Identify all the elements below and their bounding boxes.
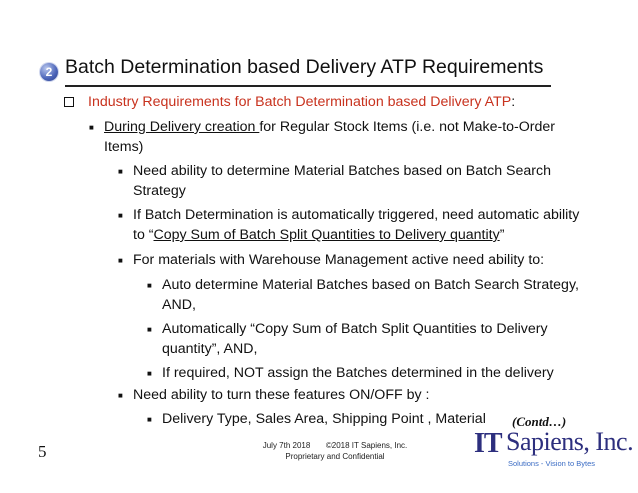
requirement-l2a-cont: Strategy xyxy=(133,183,186,199)
requirement-l2b-prefix: to “ xyxy=(133,227,154,243)
requirement-l2c: For materials with Warehouse Management active need ability to: xyxy=(133,252,545,268)
footer-confidential: Proprietary and Confidential xyxy=(285,452,385,461)
requirement-l2b-cont xyxy=(133,226,504,244)
square-bullet-icon: ■ xyxy=(118,391,123,400)
requirement-l2d: Need ability to turn these features ON/OFF by : xyxy=(133,387,430,403)
slide-number-badge: 2 xyxy=(40,63,58,81)
requirement-l3c: If required, NOT assign the Batches determined in the delivery xyxy=(162,365,554,381)
square-bullet-icon: ■ xyxy=(89,123,94,132)
requirement-l3d: Delivery Type, Sales Area, Shipping Point , Material xyxy=(162,411,486,427)
requirement-l3a: Auto determine Material Batches based on Batch Search Strategy, xyxy=(162,277,579,293)
requirement-l1-rest: for Regular Stock Items (i.e. not Make-to-Order xyxy=(259,119,556,135)
requirement-l2a: Need ability to determine Material Batches based on Batch Search xyxy=(133,163,551,179)
continued-note: (Contd…) xyxy=(512,414,567,429)
slide-title: Batch Determination based Delivery ATP Requirements xyxy=(65,56,544,78)
requirement-l1 xyxy=(104,118,555,136)
section-heading xyxy=(88,93,515,111)
section-heading-text: Industry Requirements for Batch Determination based Delivery ATP xyxy=(88,94,512,110)
requirement-l3b: Automatically “Copy Sum of Batch Split Quantities to Delivery xyxy=(162,321,548,337)
requirement-l2b-underlined: Copy Sum of Batch Split Quantities to Delivery quantity xyxy=(153,227,500,243)
page-number: 5 xyxy=(38,442,47,461)
square-bullet-icon: ■ xyxy=(147,281,152,290)
company-logo xyxy=(470,424,634,474)
section-heading-colon: : xyxy=(511,94,516,110)
footer-copyright: ©2018 IT Sapiens, Inc. xyxy=(325,441,408,450)
footer-date-copyright xyxy=(250,440,420,451)
checkbox-bullet-icon xyxy=(64,97,74,107)
square-bullet-icon: ■ xyxy=(118,167,123,176)
square-bullet-icon: ■ xyxy=(147,325,152,334)
square-bullet-icon: ■ xyxy=(118,256,123,265)
requirement-l1-cont: Items) xyxy=(104,139,144,155)
square-bullet-icon: ■ xyxy=(118,211,123,220)
requirement-l3b-cont: quantity”, AND, xyxy=(162,341,258,357)
requirement-l1-underlined: During Delivery creation xyxy=(104,119,260,135)
requirement-l2b-suffix: ” xyxy=(499,227,505,243)
logo-it-mark: IT xyxy=(474,428,502,459)
footer-date: July 7th 2018 xyxy=(262,441,311,450)
footer xyxy=(250,440,420,462)
logo-tagline: Solutions - Vision to Bytes xyxy=(508,459,595,468)
title-underline xyxy=(65,85,551,87)
requirement-l3a-cont: AND, xyxy=(162,297,196,313)
requirement-l2b: If Batch Determination is automatically triggered, need automatic ability xyxy=(133,207,580,223)
square-bullet-icon: ■ xyxy=(147,415,152,424)
logo-company-name: Sapiens, Inc. xyxy=(506,427,634,456)
square-bullet-icon: ■ xyxy=(147,369,152,378)
